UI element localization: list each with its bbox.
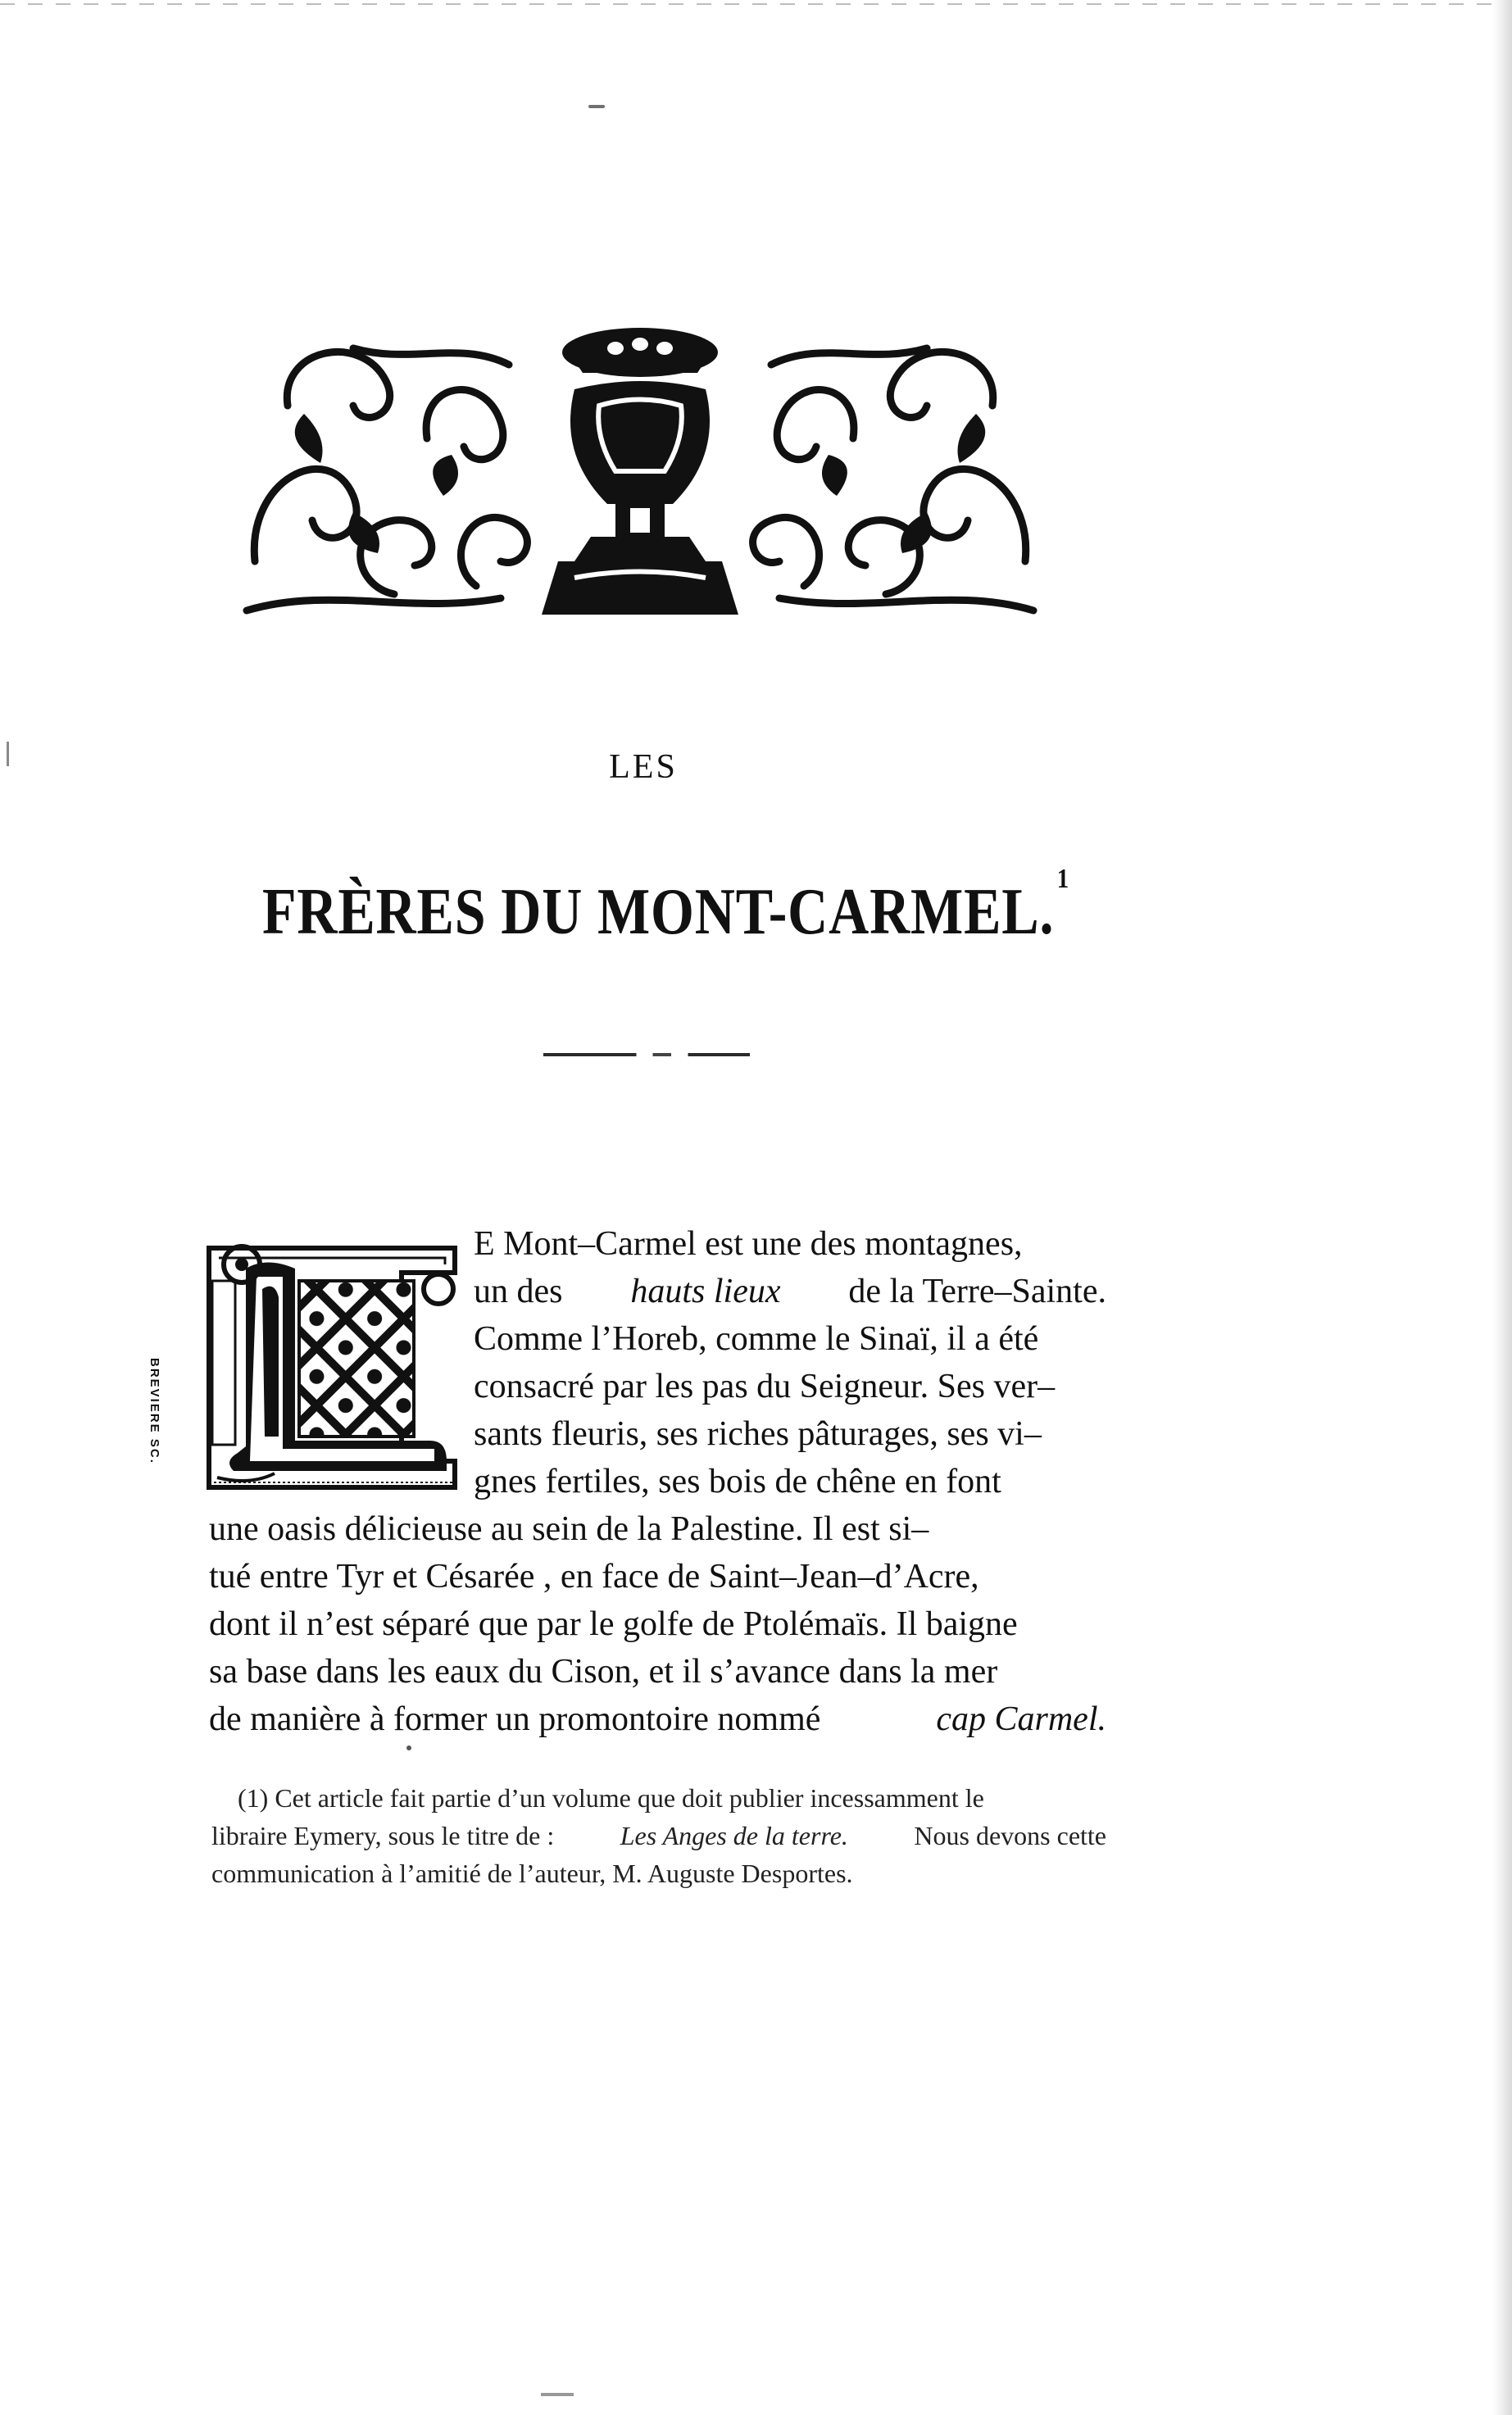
footnote-line-2 bbox=[211, 1817, 1106, 1854]
heading-main-text: FRÈRES DU MONT-CARMEL. bbox=[262, 876, 1055, 948]
dropcap-initial-l bbox=[148, 1232, 463, 1496]
body-text-italic: cap Carmel. bbox=[936, 1700, 1106, 1738]
body-line-2 bbox=[474, 1268, 1106, 1315]
body-line-6 bbox=[474, 1458, 1106, 1505]
body-text: Comme l’Horeb, comme le Sinaï, il a été bbox=[474, 1320, 1039, 1358]
body-text: de manière à former un promontoire nommé bbox=[209, 1700, 821, 1738]
body-line-4 bbox=[474, 1363, 1106, 1410]
footnote-text-italic: Les Anges de la terre. bbox=[620, 1821, 848, 1850]
ornamental-headpiece bbox=[229, 315, 1051, 623]
footnote-text: (1) Cet article fait partie d’un volume que doit publier incessamment le bbox=[238, 1783, 984, 1813]
body-line-5 bbox=[474, 1410, 1106, 1458]
body-text: dont il n’est séparé que par le golfe de Ptolémaïs. Il baigne bbox=[209, 1605, 1018, 1643]
body-line-3 bbox=[474, 1315, 1106, 1363]
body-text: un des bbox=[474, 1273, 563, 1310]
body-line-8 bbox=[209, 1553, 1106, 1600]
heading-small: LES bbox=[609, 748, 678, 786]
stray-dot bbox=[406, 1745, 411, 1750]
body-line-10 bbox=[209, 1648, 1106, 1695]
footnote-text: libraire Eymery, sous le titre de : bbox=[211, 1821, 555, 1850]
body-line-11 bbox=[209, 1695, 1106, 1743]
footnote-text: Nous devons cette bbox=[914, 1821, 1106, 1850]
body-line-1 bbox=[474, 1220, 1106, 1268]
footnote-line-1 bbox=[238, 1779, 1106, 1817]
body-text: tué entre Tyr et Césarée , en face de Saint–Jean–d’Acre, bbox=[209, 1558, 979, 1596]
page-edge-shadow bbox=[1492, 0, 1512, 2415]
footnote-reference: 1 bbox=[1056, 864, 1070, 895]
body-text: consacré par les pas du Seigneur. Ses ver– bbox=[474, 1368, 1056, 1405]
body-text: une oasis délicieuse au sein de la Palestine. Il est si– bbox=[209, 1510, 929, 1548]
body-line-9 bbox=[209, 1600, 1106, 1648]
body-text: E Mont–Carmel est une des montagnes, bbox=[474, 1225, 1023, 1263]
body-text: gnes fertiles, ses bois de chêne en font bbox=[474, 1463, 1001, 1500]
printer-mark bbox=[588, 105, 605, 108]
scan-top-rule bbox=[0, 3, 1512, 5]
body-text: sants fleuris, ses riches pâturages, ses vi– bbox=[474, 1415, 1042, 1453]
heading-main bbox=[262, 864, 1070, 950]
body-text: sa base dans les eaux du Cison, et il s’avance dans la mer bbox=[209, 1653, 998, 1691]
footnote-text: communication à l’amitié de l’auteur, M. Auguste Desportes. bbox=[211, 1859, 853, 1888]
body-text: de la Terre–Sainte. bbox=[848, 1273, 1106, 1310]
title-divider bbox=[543, 1053, 750, 1056]
footnote-line-3 bbox=[211, 1854, 1106, 1892]
body-text-italic: hauts lieux bbox=[630, 1273, 781, 1310]
engraver-signature: BREVIERE SC. bbox=[148, 1358, 161, 1464]
body-line-7 bbox=[209, 1505, 1106, 1553]
scan-bottom-mark bbox=[541, 2393, 574, 2396]
